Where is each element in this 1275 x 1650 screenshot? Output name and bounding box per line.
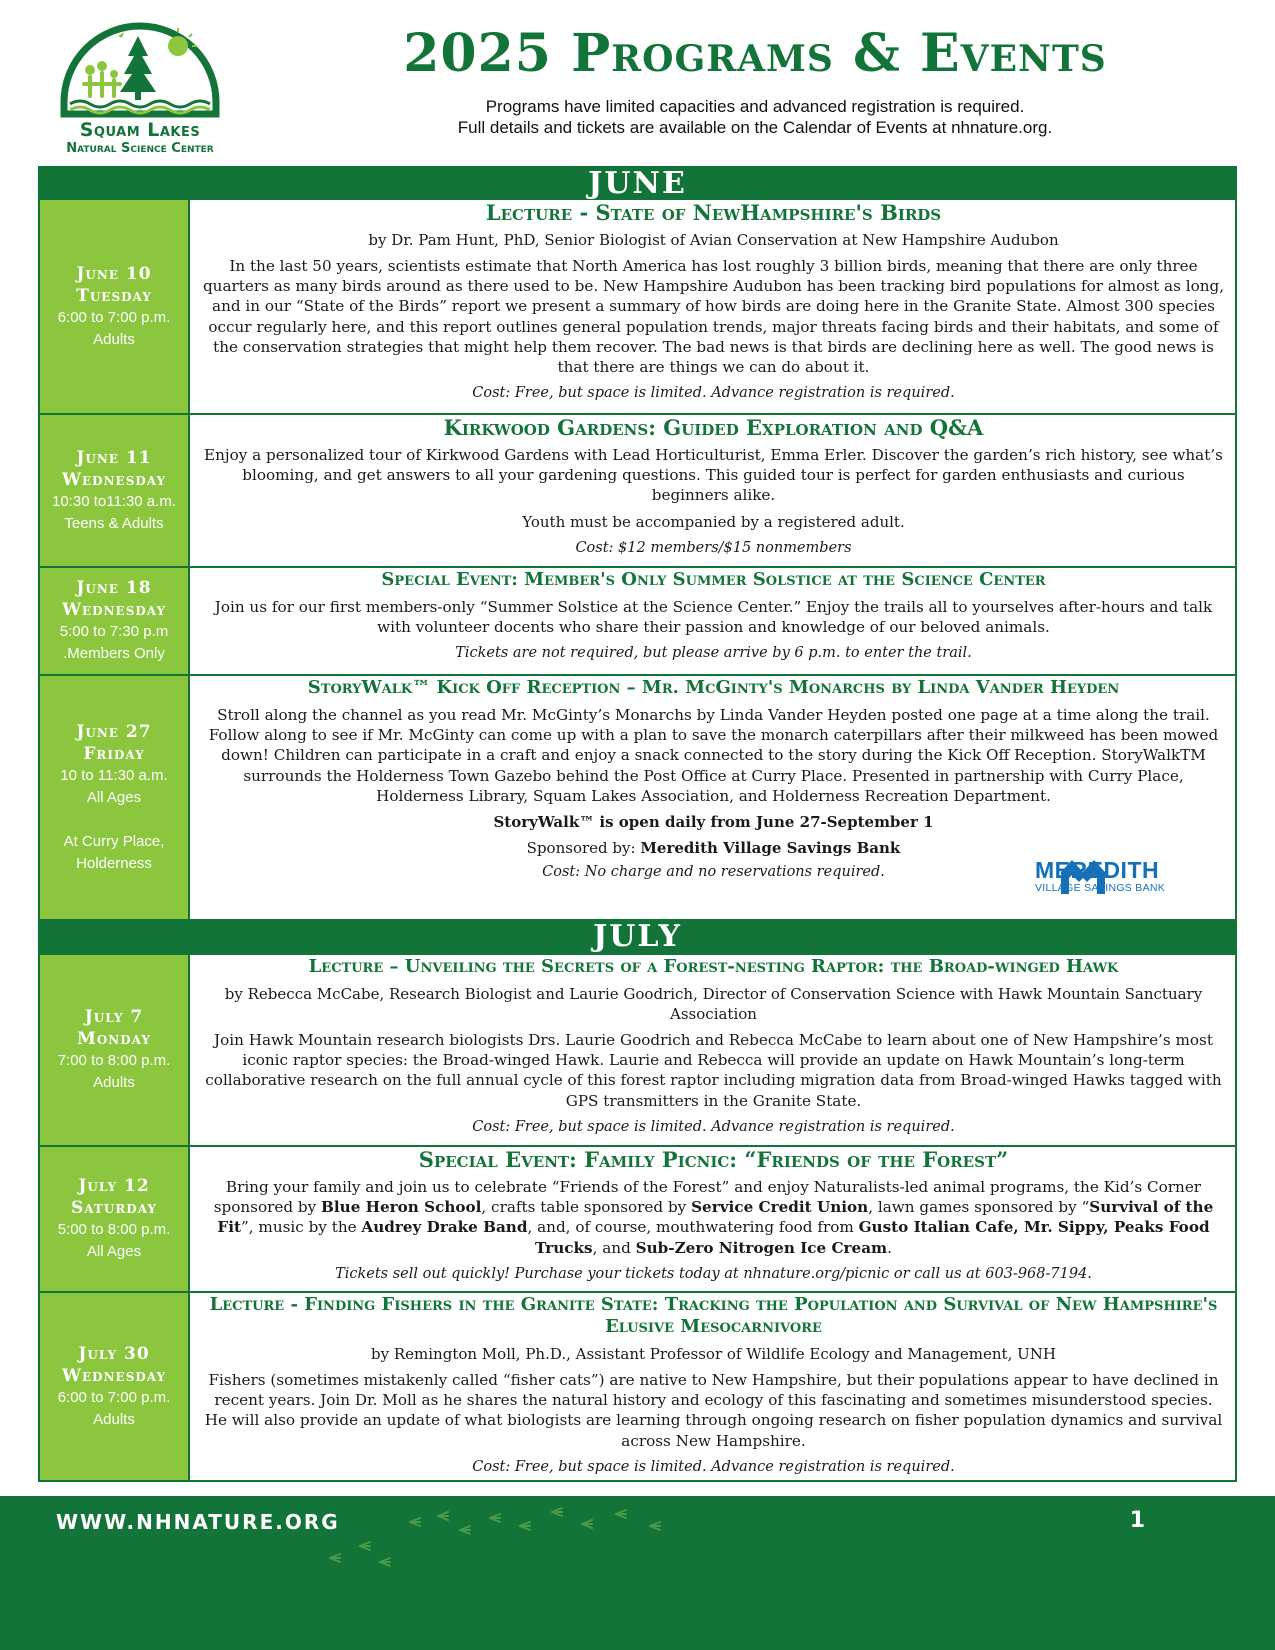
org-logo-icon (58, 22, 222, 118)
event-presenter: by Dr. Pam Hunt, PhD, Senior Biologist of Avian Conservation at New Hampshire Audubon (368, 231, 1059, 249)
page-number: 1 (1129, 1508, 1145, 1533)
event-content (192, 955, 1235, 1145)
event-cost: Cost: Free, but space is limited. Advance registration is required. (472, 1458, 955, 1475)
event-content (192, 415, 1235, 566)
event-time: 5:00 to 7:30 p.m (59, 623, 169, 640)
intro-line-2: Full details and tickets are available on the Calendar of Events at nhnature.org. (457, 118, 1053, 137)
footer (0, 1496, 1275, 1650)
event-date: July 7 (84, 1007, 144, 1027)
event-audience: Teens & Adults (64, 514, 164, 532)
event-content (192, 1147, 1235, 1291)
food-vendors: Gusto Italian Cafe, Mr. Sippy, Peaks Food Trucks (535, 1218, 1210, 1257)
event-title: Lecture - Finding Fishers in the Granite State: Tracking the Population and Survival of New Hampshire's Elusive Mesocarnivore (209, 1294, 1218, 1337)
bank-logo-subtitle: VILLAGE SAVINGS BANK (1035, 882, 1166, 894)
event-description: In the last 50 years, scientists estimate that North America has lost roughly 3 billion birds, meaning that there are only three quarters as many birds around as there used to be. New Hampshire Audubon has been tracking bird populations for almost as long, and in our “State of the Birds” report we present a summary of how birds are doing here in the Granite State. Almost 300 species occur regularly here, and this report outlines general population trends, major threats facing birds and their habitats, and some of the conservation strategies that might help them recover. The bad news is that birds are declining here as well. The good news is that there are things we can do about it. (202, 257, 1225, 377)
event-time: 10 to 11:30 a.m. (60, 766, 168, 784)
event-day: Wednesday (61, 600, 167, 620)
event-row (40, 955, 1235, 1145)
event-cost: Tickets sell out quickly! Purchase your tickets today at nhnature.org/picnic or call us at 603-968-7194. (335, 1265, 1092, 1282)
event-row (40, 1145, 1235, 1291)
event-day: Wednesday (61, 1365, 167, 1386)
event-cost: Cost: $12 members/$15 nonmembers (575, 539, 852, 556)
event-cost: Tickets are not required, but please arrive by 6 p.m. to enter the trail. (455, 645, 972, 662)
event-location: At Curry Place, Holderness (63, 832, 165, 872)
event-audience: Adults (93, 330, 135, 348)
sponsor-logo (983, 858, 1183, 900)
event-description: Bring your family and join us to celebrate “Friends of the Forest” and enjoy Naturalists-led animal programs, the Kid’s Corner sponsored by Blue Heron School, crafts table sponsored by Service Credit Union, lawn games sponsored by “Survival of the Fit”, music by the Audrey Drake Band, and, of course, mouthwatering food from Gusto Italian Cafe, Mr. Sippy, Peaks Food Trucks, and Sub-Zero Nitrogen Ice Cream. (213, 1178, 1214, 1257)
event-row (40, 566, 1235, 674)
event-title: Special Event: Family Picnic: “Friends of the Forest” (418, 1147, 1009, 1172)
event-time: 7:00 to 8:00 p.m. (57, 1052, 171, 1069)
sponsor-survival-of-the-fit: Survival of the Fit (217, 1198, 1214, 1237)
event-title: Lecture – Unveiling the Secrets of a Forest-nesting Raptor: the Broad-winged Hawk (308, 956, 1119, 977)
event-cost: Cost: Free, but space is limited. Advance registration is required. (472, 1118, 955, 1135)
event-date-cell (40, 955, 190, 1145)
band-name: Audrey Drake Band (361, 1218, 528, 1237)
event-date-cell (40, 1147, 190, 1291)
event-day: Tuesday (76, 285, 152, 306)
intro-text (280, 96, 1230, 138)
event-description: Join us for our first members-only “Summer Solstice at the Science Center.” Enjoy the trails all to yourselves after-hours and talk with volunteer docents who share their passion and knowledge of our beloved animals. (214, 598, 1213, 637)
event-date: July 30 (78, 1343, 150, 1364)
event-date: June 18 (76, 578, 152, 598)
event-audience: All Ages (86, 1243, 142, 1260)
footer-url-link[interactable]: WWW.NHNATURE.ORG (56, 1510, 340, 1534)
ice-cream-vendor: Sub-Zero Nitrogen Ice Cream (635, 1238, 888, 1257)
event-date-cell (40, 568, 190, 674)
sponsor-name: Meredith Village Savings Bank (640, 839, 901, 858)
event-description: Stroll along the channel as you read Mr. McGinty’s Monarchs by Linda Vander Heyden posted one page at a time along the trail. Follow along to see if Mr. McGinty can come up with a plan to save the monarch caterpillars after their milkweed has been mowed down! Children can participate in a craft and enjoy a snack connected to the story during the Kick Off Reception. StoryWalkTM surrounds the Holderness Town Gazebo behind the Post Office at Curry Place. Presented in partnership with Curry Place, Holderness Library, Squam Lakes Association, and Holderness Recreation Department. (208, 706, 1219, 805)
event-date-cell (40, 676, 190, 919)
org-name: Squam Lakes (79, 119, 201, 141)
event-title: StoryWalk™ Kick Off Reception – Mr. McGinty's Monarchs by Linda Vander Heyden (307, 677, 1120, 698)
event-date-cell (40, 200, 190, 413)
sponsor-label: Sponsored by: (526, 839, 636, 858)
event-time: 6:00 to 7:00 p.m. (57, 1388, 171, 1406)
event-description: Enjoy a personalized tour of Kirkwood Gardens with Lead Horticulturist, Emma Erler. Discover the garden’s rich history, see what’s blooming, and get answers to all your gardening questions. This guided tour is perfect for garden enthusiasts and curious beginners alike. (204, 446, 1223, 505)
event-date: June 11 (76, 447, 152, 468)
month-header-july: JULY (40, 919, 1235, 955)
event-note: Youth must be accompanied by a registered adult. (522, 512, 905, 531)
event-description: Join Hawk Mountain research biologists Drs. Laurie Goodrich and Rebecca McCabe to learn about one of New Hampshire’s most iconic raptor species: the Broad-winged Hawk. Laurie and Rebecca will provide an update on Hawk Mountain’s long-term collaborative research on the full annual cycle of this forest raptor including migration data from Broad-winged Hawks tagged with GPS transmitters in the Granite State. (205, 1031, 1222, 1110)
sponsor-line (202, 838, 1225, 858)
event-content (192, 568, 1235, 674)
event-title: Special Event: Member's Only Summer Solstice at the Science Center (381, 569, 1046, 590)
event-day: Wednesday (61, 469, 167, 490)
event-row (40, 200, 1235, 413)
event-time: 5:00 to 8:00 p.m. (57, 1221, 171, 1238)
intro-line-1: Programs have limited capacities and advanced registration is required. (485, 97, 1025, 116)
event-content (192, 676, 1235, 919)
event-row (40, 1291, 1235, 1480)
event-date-cell (40, 415, 190, 566)
event-presenter: by Rebecca McCabe, Research Biologist and Laurie Goodrich, Director of Conservation Science with Hawk Mountain Sanctuary Association (224, 985, 1203, 1023)
event-cost: Cost: Free, but space is limited. Advance registration is required. (472, 385, 955, 402)
event-date: June 27 (76, 721, 152, 742)
org-logo (40, 22, 240, 162)
page-title: 2025 Programs & Events (403, 23, 1107, 84)
org-subname: Natural Science Center (66, 141, 214, 156)
event-audience: Adults (93, 1410, 135, 1428)
event-cost: Cost: No charge and no reservations required. (542, 864, 885, 881)
event-audience: All Ages (86, 788, 142, 806)
sponsor-blue-heron: Blue Heron School (321, 1198, 482, 1217)
bird-tracks-icon (320, 1496, 740, 1576)
event-description: Fishers (sometimes mistakenly called “fisher cats”) are native to New Hampshire, but their populations appear to have declined in recent years. Join Dr. Moll as he shares the natural history and ecology of this fascinating and sometimes misunderstood species. He will also provide an update of what biologists are learning through ongoing research on fisher population dynamics and survival across New Hampshire. (204, 1371, 1223, 1450)
event-content (192, 200, 1235, 413)
event-row (40, 674, 1235, 919)
event-date: July 12 (78, 1176, 150, 1196)
event-audience: .Members Only (63, 645, 165, 662)
event-title: Lecture - State of NewHampshire's Birds (485, 200, 942, 225)
event-presenter: by Remington Moll, Ph.D., Assistant Professor of Wildlife Ecology and Management, UNH (371, 1345, 1056, 1363)
event-audience: Adults (93, 1074, 135, 1091)
event-day: Saturday (71, 1198, 157, 1218)
bank-logo-name: MEREDITH (1035, 857, 1160, 883)
sponsor-service-credit-union: Service Credit Union (691, 1198, 869, 1217)
storywalk-open-note: StoryWalk™ is open daily from June 27-September 1 (493, 813, 934, 832)
event-time: 10:30 to11:30 a.m. (52, 492, 176, 510)
event-day: Monday (77, 1029, 151, 1049)
event-row (40, 413, 1235, 566)
schedule-table (38, 166, 1237, 1482)
event-date: June 10 (76, 263, 152, 284)
event-day: Friday (83, 743, 145, 764)
event-content (192, 1293, 1235, 1480)
event-title: Kirkwood Gardens: Guided Exploration and Q&A (443, 415, 984, 440)
month-header-june: JUNE (40, 168, 1235, 200)
event-time: 6:00 to 7:00 p.m. (57, 308, 171, 326)
event-date-cell (40, 1293, 190, 1480)
